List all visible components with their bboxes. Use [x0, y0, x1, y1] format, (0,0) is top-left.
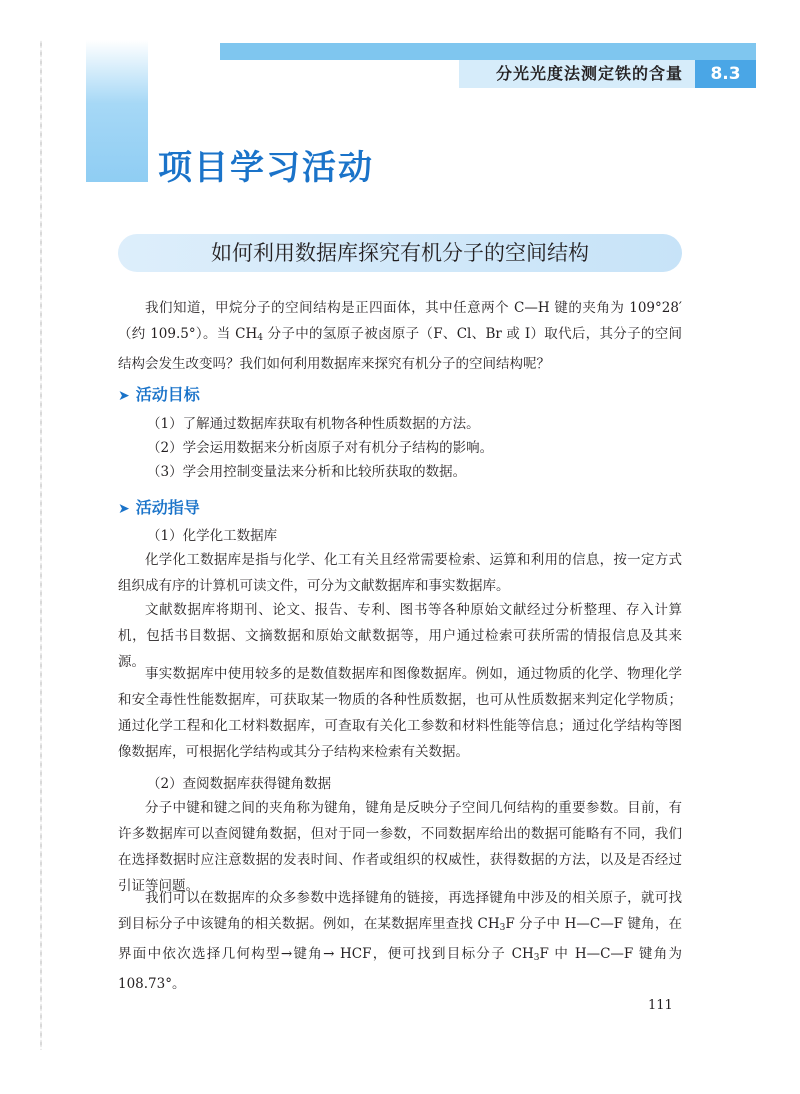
- chapter-number: 8.3: [695, 60, 756, 88]
- guide-paragraph: 分子中键和键之间的夹角称为键角，键角是反映分子空间几何结构的重要参数。目前，有许多数据库可以查阅键角数据，但对于同一参数，不同数据库给出的数据可能略有不同，我们在选择数据时应注意数据的发表时间、作者或组织的权威性，获得数据的方法，以及是否经过引证等问题。: [118, 800, 682, 894]
- guide-paragraph: 文献数据库将期刊、论文、报告、专利、图书等各种原始文献经过分析整理、存入计算机，包括书目数据、文摘数据和原始文献数据等，用户通过检索可获所需的情报信息及其来源。: [118, 602, 682, 670]
- guide-paragraph: 事实数据库中使用较多的是数值数据库和图像数据库。例如，通过物质的化学、物理化学和安全毒性性能数据库，可获取某一物质的各种性质数据，也可从性质数据来判定化学物质；通过化学工程和化工材料数据库，可查取有关化工参数和材料性能等信息；通过化学结构等图像数据库，可根据化学结构或其分子结构来检索有关数据。: [118, 666, 682, 760]
- margin-dots: [40, 40, 42, 1050]
- page-number: 111: [648, 998, 673, 1013]
- guide-paragraph: 我们可以在数据库的众多参数中选择键角的链接，再选择键角中涉及的相关原子，就可找到目标分子中该键角的相关数据。例如，在某数据库里查找 $CH_3F$ 分子中 H—C—F 键角，在界面中依次选择几何构型→键角→ HCF，便可找到目标分子 $CH_3F$ 中 H—C—F 键角为 108.73°。: [118, 890, 682, 992]
- arrow-icon: ➤: [118, 501, 130, 517]
- title-decoration: [86, 40, 148, 182]
- guide-paragraph: 化学化工数据库是指与化学、化工有关且经常需要检索、运算和利用的信息，按一定方式组织成有序的计算机可读文件，可分为文献数据库和事实数据库。: [118, 552, 682, 594]
- chapter-title: 分光光度法测定铁的含量: [459, 60, 695, 88]
- topic-title: 如何利用数据库探究有机分子的空间结构: [118, 234, 682, 272]
- goal-item: （2）学会运用数据来分析卤原子对有机分子结构的影响。: [147, 440, 494, 456]
- intro-paragraph: 我们知道，甲烷分子的空间结构是正四面体，其中任意两个 C—H 键的夹角为 109°28′（约 109.5°）。当 $CH_4$ 分子中的氢原子被卤原子（F、Cl、Br 或 I）取代后，其分子的空间结构会发生改变吗？我们如何利用数据库来探究有机分子的空间结构呢？: [118, 300, 682, 372]
- arrow-icon: ➤: [118, 388, 130, 404]
- goals-heading: ➤ 活动目标: [118, 385, 200, 404]
- guide-heading: ➤ 活动指导: [118, 498, 200, 517]
- goal-item: （3）学会用控制变量法来分析和比较所获取的数据。: [147, 464, 467, 480]
- goal-item: （1）了解通过数据库获取有机物各种性质数据的方法。: [147, 416, 480, 432]
- section-title: 项目学习活动: [158, 148, 374, 188]
- header-bar: [220, 43, 756, 60]
- subsection-title: （1）化学化工数据库: [147, 528, 278, 544]
- subsection-title: （2）查阅数据库获得键角数据: [147, 776, 332, 792]
